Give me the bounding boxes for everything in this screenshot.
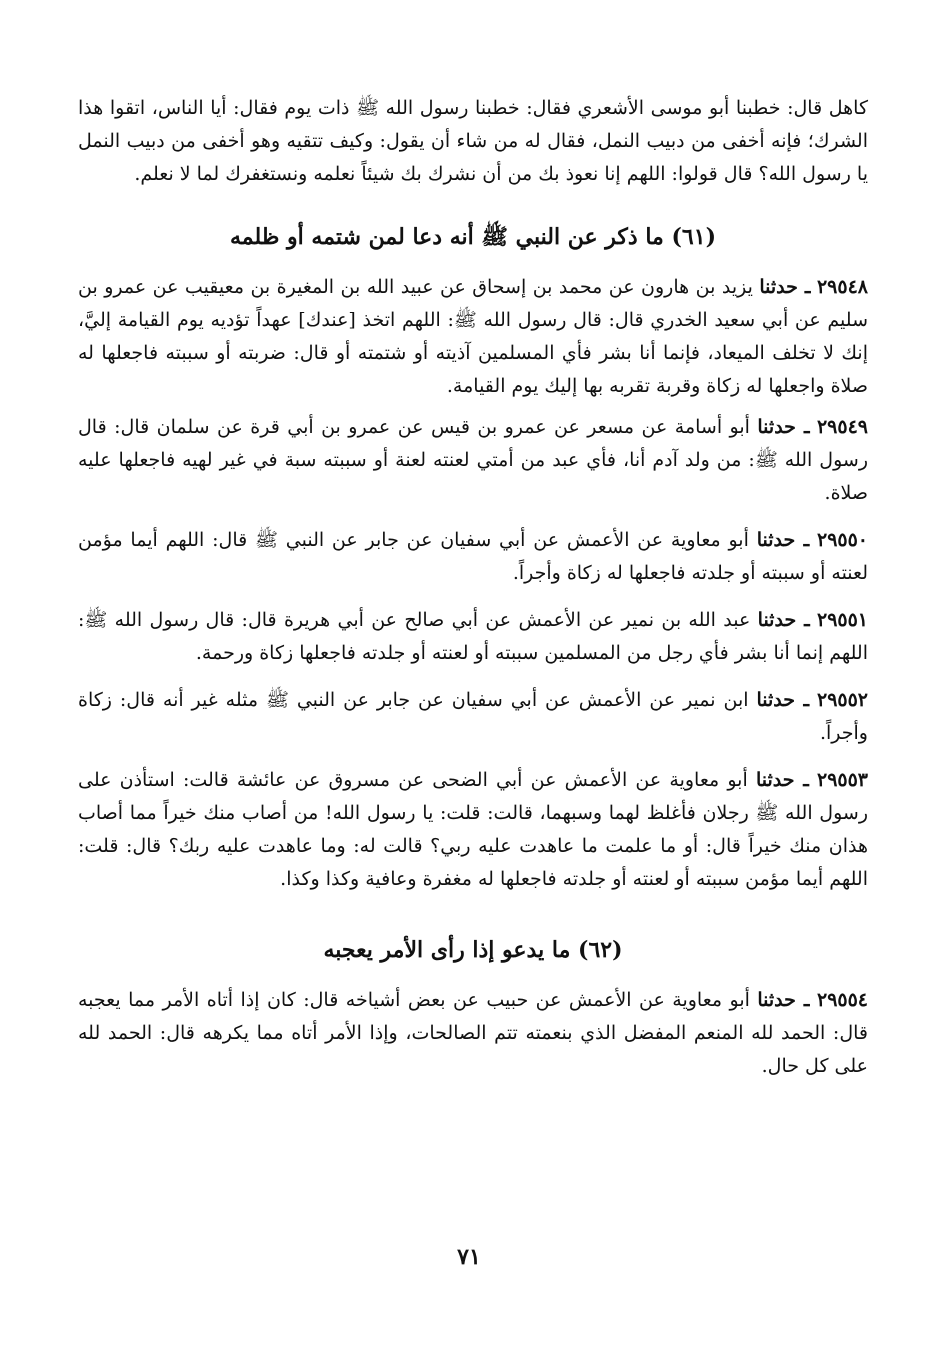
hadith-number: ٢٩٥٥٢ (816, 689, 869, 711)
hadith-lead: ـ حدثنا (759, 276, 811, 298)
hadith-number: ٢٩٥٥٤ (816, 989, 869, 1011)
page-number: ٧١ (457, 1244, 481, 1270)
book-page (78, 92, 868, 1083)
hadith-text: عبد الله بن نمير عن الأعمش عن أبي صالح عن أبي هريرة قال: قال رسول الله ﷺ: اللهم إنما أنا بشر فأي رجل من المسلمين سببته أو لعنته أو جلدته فاجعلها زكاة ورحمة. (78, 609, 868, 664)
hadith-text: أبو معاوية عن الأعمش عن أبي سفيان عن جابر عن النبي ﷺ قال: اللهم أيما مؤمن لعنته أو سببته أو جلدته فاجعلها له زكاة وأجراً. (78, 529, 868, 584)
hadith-29550 (78, 524, 868, 590)
hadith-number: ٢٩٥٤٩ (816, 416, 868, 438)
hadith-number: ٢٩٥٥٣ (816, 769, 869, 791)
hadith-number: ٢٩٥٥١ (816, 609, 869, 631)
hadith-lead: ـ حدثنا (755, 769, 809, 791)
hadith-29551 (78, 604, 868, 670)
hadith-lead: ـ حدثنا (756, 689, 810, 711)
hadith-lead: ـ حدثنا (757, 416, 810, 438)
hadith-29548 (78, 271, 868, 403)
hadith-text: ابن نمير عن الأعمش عن أبي سفيان عن جابر عن النبي ﷺ مثله غير أنه قال: زكاة وأجراً. (78, 689, 868, 744)
hadith-number: ٢٩٥٤٨ (816, 276, 868, 298)
hadith-text: أبو معاوية عن الأعمش عن أبي الضحى عن مسروق عن عائشة قالت: استأذن على رسول الله ﷺ رجلان فأغلظ لهما وسبهما، قالت: قلت: يا رسول الله! من أصاب منك خيراً مما أصاب هذان منك خيراً قال: أو ما علمت ما عاهدت عليه ربي؟ قالت له: وما عاهدت عليه ربك؟ قال: قلت: اللهم أيما مؤمن سببته أو لعنته أو جلدته فاجعلها له مغفرة وعافية وكذا وكذا. (78, 769, 868, 890)
hadith-number: ٢٩٥٥٠ (816, 529, 869, 551)
chapter-62-heading: (٦٢) ما يدعو إذا رأى الأمر يعجبه (323, 937, 623, 963)
hadith-lead: ـ حدثنا (757, 609, 810, 631)
chapter-61-heading: (٦١) ما ذكر عن النبي ﷺ أنه دعا لمن شتمه أو ظلمه (230, 224, 716, 250)
intro-paragraph (78, 92, 868, 191)
hadith-lead: ـ حدثنا (757, 989, 810, 1011)
hadith-29552 (78, 684, 868, 750)
hadith-29554 (78, 984, 868, 1083)
hadith-text: أبو أسامة عن مسعر عن عمرو بن قيس عن عمرو بن أبي قرة عن سلمان قال: قال رسول الله ﷺ: من ولد آدم أنا، فأي عبد من أمتي لعنته لعنة أو سببته سبة في غير لهيه فاجعلها عليه صلاة. (78, 416, 868, 504)
intro-text: كاهل قال: خطبنا أبو موسى الأشعري فقال: خطبنا رسول الله ﷺ ذات يوم فقال: أيا الناس، اتقوا هذا الشرك؛ فإنه أخفى من دبيب النمل، فقال له من شاء أن يقول: وكيف تتقيه وهو أخفى من دبيب النمل يا رسول الله؟ قال قولوا: اللهم إنا نعوذ بك من أن نشرك بك شيئاً نعلمه ونستغفرك لما لا نعلم. (78, 97, 868, 185)
hadith-text: أبو معاوية عن الأعمش عن حبيب عن بعض أشياخه قال: كان إذا أتاه الأمر مما يعجبه قال: الحمد لله المنعم المفضل الذي بنعمته تتم الصالحات، وإذا الأمر أتاه مما يكرهه قال: الحمد لله على كل حال. (78, 989, 868, 1077)
hadith-29553 (78, 764, 868, 896)
hadith-text: يزيد بن هارون عن محمد بن إسحاق عن عبيد الله بن المغيرة بن معيقيب عن عمرو بن سليم عن أبي سعيد الخدري قال: قال رسول الله ﷺ: اللهم اتخذ [عندك] عهداً تؤديه يوم القيامة إليَّ، إنك لا تخلف الميعاد، فإنما أنا بشر فأي المسلمين آذيته أو شتمته أو قال: ضربته أو سببته فاجعلها له صلاة واجعلها له زكاة وقربة تقربه بها إليك يوم القيامة. (78, 276, 868, 397)
hadith-lead: ـ حدثنا (756, 529, 810, 551)
hadith-29549 (78, 411, 868, 510)
